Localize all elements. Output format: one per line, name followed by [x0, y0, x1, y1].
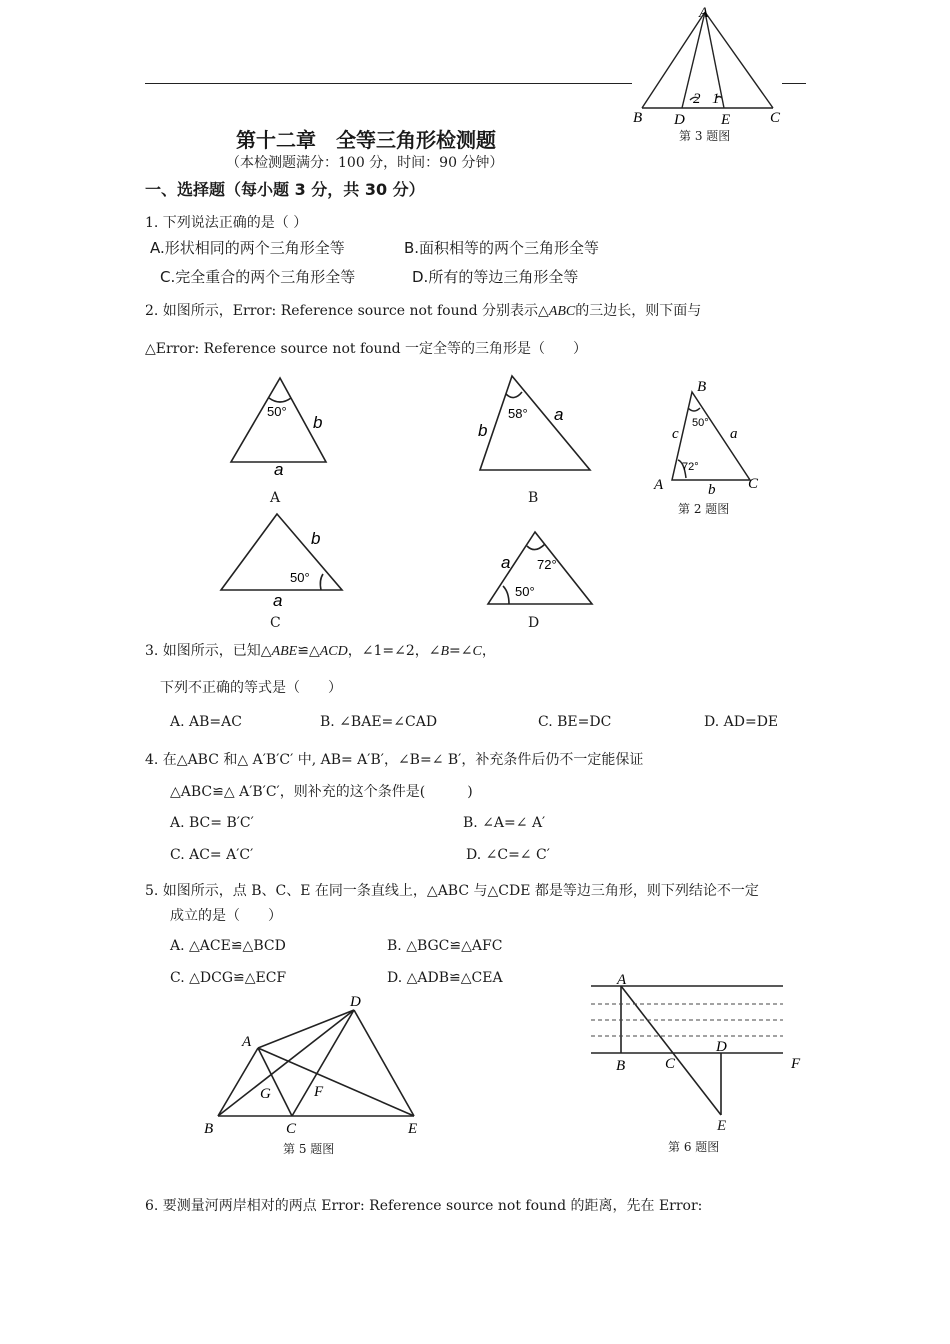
q2-abc: ABC [548, 304, 576, 319]
fig6-label-A: A [617, 972, 627, 988]
q3-c: C [472, 644, 482, 659]
ref-angle-b: 50° [692, 417, 709, 429]
fig3-caption: 第 3 题图 [679, 129, 731, 143]
figure-6 [585, 970, 805, 1120]
fig3-label-B: B [633, 110, 643, 126]
q3-t2: ACD [319, 644, 348, 659]
q4-option-b: B. ∠A=∠ A′ [463, 815, 546, 831]
fig6-caption: 第 6 题图 [668, 1140, 720, 1154]
ref-label-C: C [748, 476, 759, 492]
q3-option-d: D. AD=DE [704, 714, 779, 730]
q2-line2: △Error: Reference source not found 一定全等的三角形是（ ） [145, 341, 587, 357]
fig3-label-C: C [770, 110, 781, 126]
q2d-angle-72: 72° [537, 557, 557, 572]
q2b-side-b: b [478, 421, 488, 440]
page-subtitle: （本检测题满分：100 分，时间：90 分钟） [226, 155, 504, 171]
q2-line1-a: 2. 如图所示，Error: Reference source not found 分别表示△ [145, 303, 549, 319]
q2a-side-b: b [313, 413, 323, 432]
page-title: 第十二章 全等三角形检测题 [236, 128, 496, 152]
q2-line1 [145, 300, 701, 320]
q2-figure-c [215, 508, 350, 613]
figure-5 [200, 988, 430, 1138]
q3-stem-a: 3. 如图所示，已知△ [145, 643, 272, 659]
q1-option-a: A.形状相同的两个三角形全等 [150, 239, 345, 257]
q1-option-d: D.所有的等边三角形全等 [412, 268, 579, 286]
q3-option-c: C. BE=DC [538, 714, 612, 730]
fig5-label-E: E [408, 1121, 418, 1137]
q2-figure-c-letter: C [270, 615, 281, 631]
fig6-label-B: B [616, 1058, 626, 1074]
q2d-angle-50: 50° [515, 584, 535, 599]
q2-reference-caption: 第 2 题图 [678, 502, 730, 516]
q2-figure-b-letter: B [528, 490, 539, 506]
q3-stem-b: ，∠1=∠2，∠ [347, 643, 441, 659]
fig3-label-2: 2 [693, 91, 701, 107]
q2c-side-b: b [311, 529, 321, 548]
q4-option-a: A. BC= B′C′ [170, 815, 254, 831]
q5-line1: 5. 如图所示，点 B、C、E 在同一条直线上，△ABC 与△CDE 都是等边三角形，则下列结论不一定 [145, 883, 759, 899]
q4-option-d: D. ∠C=∠ C′ [466, 847, 550, 863]
q2a-angle: 50° [267, 404, 287, 419]
fig5-label-F: F [314, 1084, 324, 1100]
q5-option-c: C. △DCG≌△ECF [170, 970, 287, 986]
q4-option-c: C. AC= A′C′ [170, 847, 254, 863]
q2-figure-a [225, 372, 335, 477]
ref-side-a: a [730, 426, 738, 442]
fig5-label-C: C [286, 1121, 297, 1137]
ref-angle-a: 72° [682, 461, 699, 473]
q3-b: B [440, 644, 450, 659]
q1-stem: 1. 下列说法正确的是（ ） [145, 215, 308, 231]
fig5-label-B: B [204, 1121, 214, 1137]
fig6-label-E-outer: E [717, 1118, 727, 1134]
fig3-label-E: E [721, 112, 731, 128]
q3-stem [145, 640, 496, 660]
fig5-label-G: G [260, 1086, 271, 1102]
q3-cong: ≌△ [297, 643, 320, 659]
q5-line2: 成立的是（ ） [170, 908, 282, 924]
q2c-angle: 50° [290, 570, 310, 585]
ref-side-b: b [708, 482, 716, 496]
q2c-side-a: a [273, 591, 283, 610]
fig5-label-D: D [350, 994, 361, 1010]
ref-label-B: B [697, 379, 707, 395]
q2b-side-a: a [554, 405, 564, 424]
q5-option-a: A. △ACE≌△BCD [170, 938, 286, 954]
q6-line1: 6. 要测量河两岸相对的两点 Error: Reference source not found 的距离，先在 Error: [145, 1198, 703, 1214]
ref-side-c: c [672, 426, 679, 442]
header-rule-left [145, 83, 632, 84]
q2-reference-figure [650, 374, 765, 496]
q3-option-a: A. AB=AC [170, 714, 242, 730]
fig6-label-C: C [665, 1056, 676, 1072]
q3-line2: 下列不正确的等式是（ ） [160, 680, 342, 696]
q2-figure-d [485, 528, 600, 608]
q5-option-b: B. △BGC≌△AFC [387, 938, 503, 954]
fig5-label-A: A [242, 1034, 252, 1050]
q4-line2: △ABC≌△ A′B′C′，则补充的这个条件是( ) [170, 784, 473, 800]
ref-label-A: A [654, 477, 664, 493]
fig3-label-A: A [699, 5, 709, 21]
fig5-caption: 第 5 题图 [283, 1142, 335, 1156]
section-heading: 一、选择题（每小题 3 分，共 30 分） [145, 180, 425, 199]
q1-option-c: C.完全重合的两个三角形全等 [160, 268, 356, 286]
q1-option-b: B.面积相等的两个三角形全等 [404, 239, 600, 257]
q5-option-d: D. △ADB≌△CEA [387, 970, 503, 986]
q3-t1: ABE [271, 644, 298, 659]
q2-figure-b [470, 370, 600, 480]
q2-figure-a-letter: A [270, 490, 281, 506]
q2b-angle: 58° [508, 406, 528, 421]
q3-option-b: B. ∠BAE=∠CAD [320, 714, 438, 730]
q2-figure-d-letter: D [528, 615, 540, 631]
fig6-label-D: D [716, 1039, 727, 1055]
q3-eq: =∠ [449, 643, 473, 659]
q2d-side-a: a [501, 553, 511, 572]
q3-stem-c: ， [481, 643, 496, 659]
q4-line1: 4. 在△ABC 和△ A′B′C′ 中, AB= A′B′，∠B=∠ B′，补充条件后仍不一定能保证 [145, 752, 644, 768]
fig3-label-D: D [674, 112, 685, 128]
q2a-side-a: a [274, 460, 284, 477]
figure-3 [630, 2, 790, 142]
q2-line1-b: 的三边长，则下面与 [575, 303, 702, 319]
fig3-label-1: 1 [712, 91, 720, 107]
fig6-label-F: F [791, 1056, 801, 1072]
